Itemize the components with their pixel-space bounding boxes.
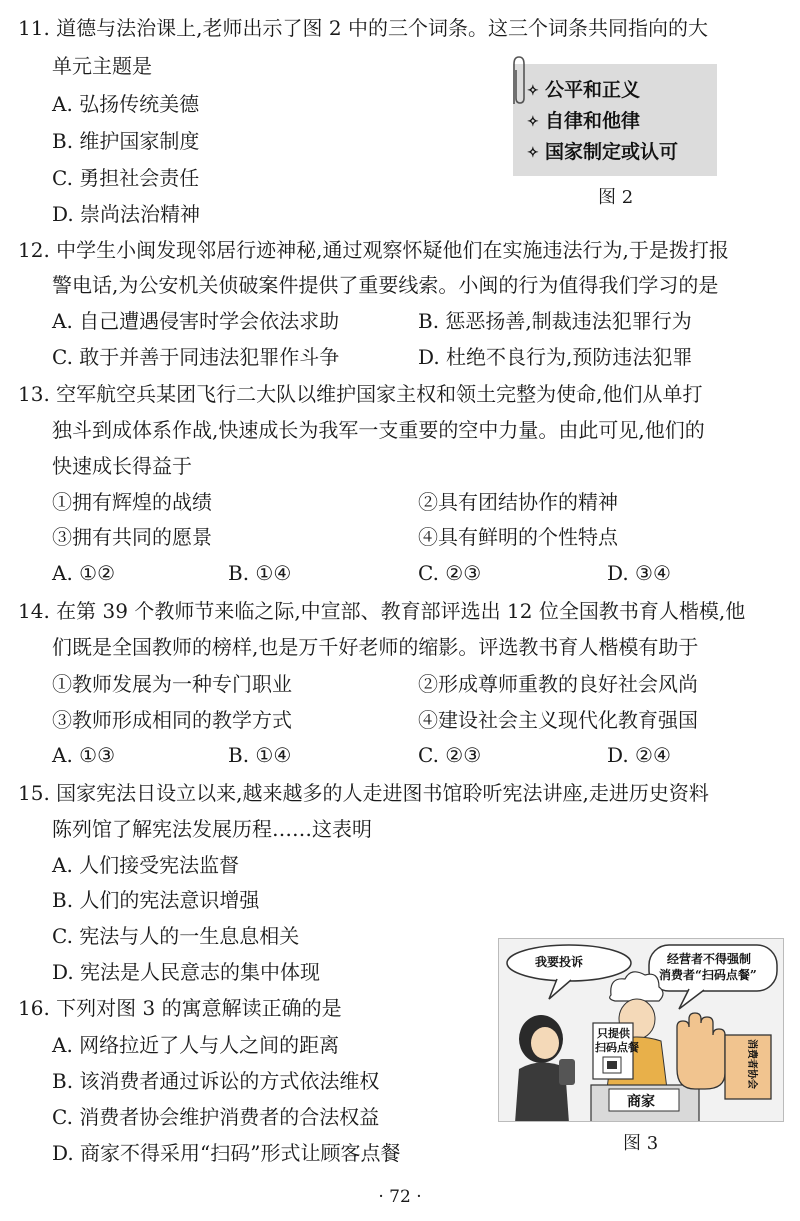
q11-option-c: C. 勇担社会责任	[52, 166, 200, 190]
q16-option-b: B. 该消费者通过诉讼的方式依法维权	[52, 1069, 380, 1093]
q14-option-d: D. ②④	[607, 743, 671, 767]
q12-option-d: D. 杜绝不良行为,预防违法犯罪	[418, 345, 693, 369]
q14-stem-line2: 们既是全国教师的榜样,也是万千好老师的缩影。评选教书育人楷模有助于	[52, 635, 699, 659]
q13-stem-line3: 快速成长得益于	[52, 454, 192, 478]
q12-option-c: C. 敢于并善于同违法犯罪作斗争	[52, 345, 340, 369]
q15-option-a: A. 人们接受宪法监督	[52, 853, 240, 877]
q12-stem-line1: 12. 中学生小闽发现邻居行迹神秘,通过观察怀疑他们在实施违法行为,于是拨打报	[18, 238, 729, 262]
q11-option-b: B. 维护国家制度	[52, 129, 200, 153]
q11-option-a: A. 弘扬传统美德	[52, 92, 200, 116]
q14-option-b: B. ①④	[228, 743, 292, 767]
diamond-bullet-icon: ✧	[527, 83, 539, 99]
shop-label: 商家	[627, 1094, 655, 1110]
q11-stem-line2: 单元主题是	[52, 54, 152, 78]
sign-text-line2: 扫码点餐	[595, 1041, 639, 1054]
q12-option-b: B. 惩恶扬善,制裁违法犯罪行为	[418, 309, 692, 333]
paperclip-icon	[508, 54, 530, 110]
diamond-bullet-icon: ✧	[527, 145, 539, 161]
bubble-right-text-line2: 消费者“扫码点餐”	[659, 968, 757, 982]
page-number: · 72 ·	[378, 1187, 422, 1207]
q13-option-b: B. ①④	[228, 561, 292, 585]
q13-statement-1: ①拥有辉煌的战绩	[52, 490, 212, 514]
diamond-bullet-icon: ✧	[527, 114, 539, 130]
q13-statement-4: ④具有鲜明的个性特点	[418, 525, 618, 549]
figure-3-caption: 图 3	[623, 1133, 659, 1154]
q15-stem-line2: 陈列馆了解宪法发展历程……这表明	[52, 817, 372, 841]
q15-option-c: C. 宪法与人的一生息息相关	[52, 924, 300, 948]
q14-statement-1: ①教师发展为一种专门职业	[52, 672, 292, 696]
q13-statement-2: ②具有团结协作的精神	[418, 490, 618, 514]
figure-3-cartoon	[498, 938, 784, 1122]
q13-stem-line2: 独斗到成体系作战,快速成长为我军一支重要的空中力量。由此可见,他们的	[52, 418, 705, 442]
bubble-right-text-line1: 经营者不得强制	[667, 952, 752, 966]
figure-2-item-2: ✧ 自律和他律	[527, 110, 641, 132]
figure-2-card	[513, 64, 717, 176]
q12-option-a: A. 自己遭遇侵害时学会依法求助	[52, 309, 340, 333]
q13-option-c: C. ②③	[418, 561, 482, 585]
q15-option-d: D. 宪法是人民意志的集中体现	[52, 960, 321, 984]
q15-option-b: B. 人们的宪法意识增强	[52, 888, 260, 912]
q13-option-a: A. ①②	[52, 561, 116, 585]
q13-statement-3: ③拥有共同的愿景	[52, 525, 212, 549]
q16-option-a: A. 网络拉近了人与人之间的距离	[52, 1033, 340, 1057]
q12-stem-line2: 警电话,为公安机关侦破案件提供了重要线索。小闽的行为值得我们学习的是	[52, 273, 719, 297]
q14-option-c: C. ②③	[418, 743, 482, 767]
q11-option-d: D. 崇尚法治精神	[52, 202, 201, 226]
q16-option-d: D. 商家不得采用“扫码”形式让顾客点餐	[52, 1141, 401, 1165]
q14-statement-3: ③教师形成相同的教学方式	[52, 708, 292, 732]
q14-statement-4: ④建设社会主义现代化教育强国	[418, 708, 698, 732]
q15-stem-line1: 15. 国家宪法日设立以来,越来越多的人走进图书馆聆听宪法讲座,走进历史资料	[18, 781, 709, 805]
q13-option-d: D. ③④	[607, 561, 671, 585]
consumer-association-label: 消费者协会	[746, 1039, 757, 1089]
q16-option-c: C. 消费者协会维护消费者的合法权益	[52, 1105, 380, 1129]
q11-stem-line1: 11. 道德与法治课上,老师出示了图 2 中的三个词条。这三个词条共同指向的大	[18, 16, 708, 40]
q14-stem-line1: 14. 在第 39 个教师节来临之际,中宣部、教育部评选出 12 位全国教书育人楷模,他	[18, 599, 746, 623]
bubble-left-text: 我要投诉	[535, 955, 584, 969]
figure-2-caption: 图 2	[598, 187, 634, 208]
sign-text-line1: 只提供	[597, 1027, 630, 1040]
q14-statement-2: ②形成尊师重教的良好社会风尚	[418, 672, 698, 696]
q14-option-a: A. ①③	[52, 743, 116, 767]
q16-stem-line1: 16. 下列对图 3 的寓意解读正确的是	[18, 996, 342, 1020]
figure-2-item-3: ✧ 国家制定或认可	[527, 141, 679, 163]
q13-stem-line1: 13. 空军航空兵某团飞行二大队以维护国家主权和领土完整为使命,他们从单打	[18, 382, 703, 406]
figure-2-item-1: ✧ 公平和正义	[527, 79, 641, 101]
